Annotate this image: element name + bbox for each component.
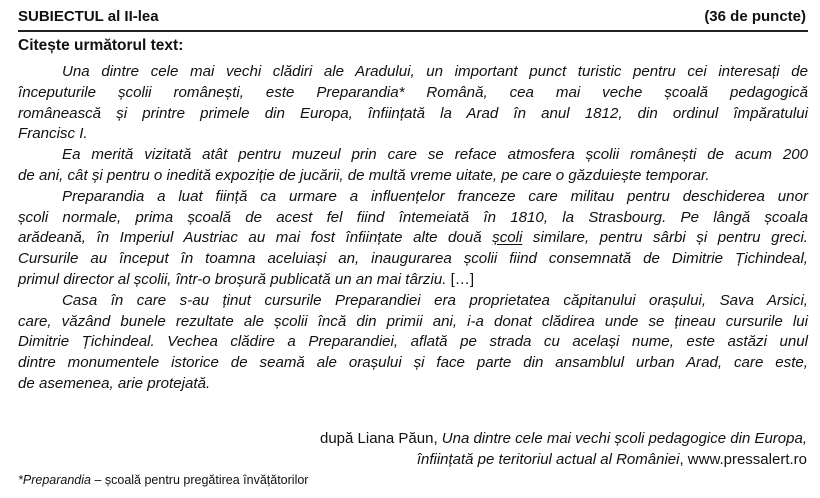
source-citation (18, 428, 807, 470)
text-line: Casa în care s-au ținut cursurile Preparandiei era proprietatea căpitanului orașului, Sava Arsici, (62, 291, 808, 309)
citation-line (18, 449, 807, 470)
omission-mark: […] (450, 270, 475, 288)
text-line: Ea merită vizitată atât pentru muzeul prin care se reface atmosfera școlii românești de acum 200 (62, 146, 808, 164)
text-line: de ani, cât și pentru o inedită expoziție de jucării, de multă vreme uitate, pe care o găzduiește temporar. (18, 166, 710, 184)
citation-website: , www.pressalert.ro (679, 451, 807, 468)
text-line: Preparandia a luat ființă ca urmare a influențelor franceze care militau pentru deschiderea unor (62, 187, 808, 205)
section-points: (36 de puncte) (704, 8, 806, 25)
text-line: Francisc I. (18, 125, 88, 143)
text-line: dintre monumentele istorice de seamă ale orașului și face parte din ansamblul urban Arad, care este, (18, 354, 808, 372)
text-segment: primul director al școlii, într-o broșură publicată un an mai târziu. (18, 270, 451, 288)
footnote-definition: – școală pentru pregătirea învățătorilor (90, 473, 309, 487)
text-line: care, văzând bunele rezultate ale școlii încă din primii ani, i-a donat clădirea unde se țineau cursurile lui (18, 312, 808, 330)
footnote-term: *Preparandia (18, 473, 91, 487)
citation-author: după Liana Păun, (320, 430, 442, 447)
header-divider (18, 30, 808, 32)
text-line: românească și printre primele din Europa, înființată la Arad în anul 1812, din ordinul împăratului (18, 104, 808, 122)
text-line: Cursurile au început în toamna aceluiași an, inaugurarea școlii fiind consemnată de Dimitrie Țichindeal, (18, 250, 808, 268)
citation-title: Una dintre cele mai vechi școli pedagogice din Europa, (441, 430, 807, 447)
section-header (18, 6, 806, 28)
underlined-word: școli (492, 229, 523, 247)
text-line: Una dintre cele mai vechi clădiri ale Aradului, un important punct turistic pentru cei interesați de (62, 63, 808, 80)
text-line: școli normale, prima școală de acest fel fiind întemeiată în 1810, la Strasbourg. Pe lângă școala (18, 208, 808, 226)
reading-text (18, 62, 808, 395)
text-line: de asemenea, arie protejată. (18, 374, 211, 392)
reading-instruction: Citește următorul text: (18, 37, 184, 54)
citation-line (18, 428, 807, 449)
text-line (18, 228, 808, 249)
text-segment: arădeană, în Imperiul Austriac au mai fost înființate alte două (18, 229, 493, 247)
text-line (18, 270, 808, 291)
citation-title: înființată pe teritoriul actual al României (416, 451, 680, 468)
section-title: SUBIECTUL al II-lea (18, 8, 159, 25)
text-line: Dimitrie Țichindeal. Vechea clădire a Preparandiei, aflată pe strada cu același nume, este astăzi unul (18, 333, 808, 351)
text-segment: similare, pentru sârbi și pentru greci. (522, 229, 808, 247)
footnote (18, 472, 308, 488)
text-line: începuturile școlii românești, este Preparandia* Română, cea mai veche școală pedagogică (18, 83, 808, 101)
